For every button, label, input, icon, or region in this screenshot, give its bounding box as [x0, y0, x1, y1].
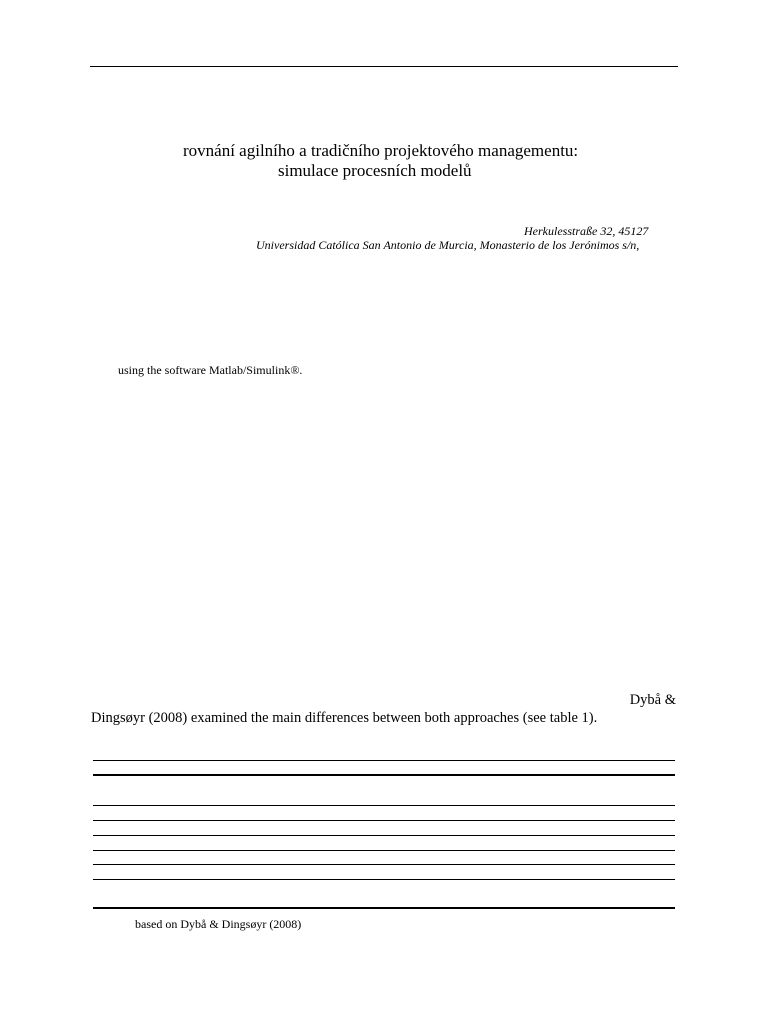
table-row-rule: [93, 805, 675, 806]
table-row-rule: [93, 850, 675, 851]
paper-title-line-2: simulace procesních modelů: [278, 161, 472, 180]
table-top-rule: [93, 760, 675, 761]
page-top-rule: [90, 66, 678, 67]
table-header-rule: [93, 774, 675, 776]
table-bottom-rule: [93, 907, 675, 909]
paper-title-line-1: rovnání agilního a tradičního projektového managementu:: [183, 141, 579, 160]
abstract-fragment: using the software Matlab/Simulink®.: [118, 363, 303, 377]
affiliation-address: Herkulesstraße 32, 45127: [524, 224, 649, 238]
paragraph-end-word: Dybå &: [629, 692, 676, 708]
table-row-rule: [93, 820, 675, 821]
paragraph-line: Dingsøyr (2008) examined the main differences between both approaches (see table 1).: [91, 710, 598, 726]
table-row-rule: [93, 879, 675, 880]
affiliation-university: Universidad Católica San Antonio de Murcia, Monasterio de los Jerónimos s/n,: [256, 238, 640, 252]
table-row-rule: [93, 864, 675, 865]
table-row-rule: [93, 835, 675, 836]
table-caption: based on Dybå & Dingsøyr (2008): [135, 917, 302, 931]
